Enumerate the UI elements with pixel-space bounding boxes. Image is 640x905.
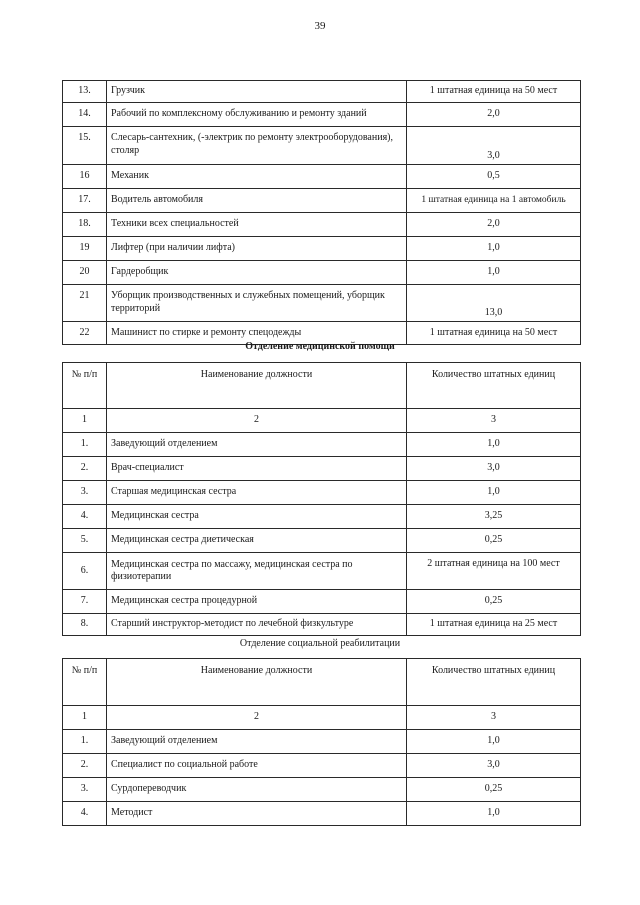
row-number: 6. bbox=[63, 553, 107, 590]
row-number: 3. bbox=[63, 778, 107, 802]
position-name: Слесарь-сантехник, (-электрик по ремонту электрооборудования), столяр bbox=[107, 127, 407, 165]
row-number: 3. bbox=[63, 481, 107, 505]
table-row bbox=[63, 529, 581, 553]
position-name: Старшая медицинская сестра bbox=[107, 481, 407, 505]
row-number: 1. bbox=[63, 433, 107, 457]
row-number: 18. bbox=[63, 213, 107, 237]
row-number: 16 bbox=[63, 165, 107, 189]
table-header-row bbox=[63, 363, 581, 409]
position-name: Машинист по стирке и ремонту спецодежды bbox=[107, 322, 407, 345]
row-number: 20 bbox=[63, 261, 107, 285]
medical-staff-table bbox=[62, 362, 581, 636]
table-row bbox=[63, 481, 581, 505]
table-row bbox=[63, 433, 581, 457]
staff-count: 0,25 bbox=[407, 590, 581, 614]
table-row bbox=[63, 778, 581, 802]
staff-count: 1,0 bbox=[407, 730, 581, 754]
row-number: 22 bbox=[63, 322, 107, 345]
table-row bbox=[63, 457, 581, 481]
index-2: 2 bbox=[107, 409, 407, 433]
staff-count: 13,0 bbox=[407, 285, 581, 322]
table-row bbox=[63, 285, 581, 322]
position-name: Водитель автомобиля bbox=[107, 189, 407, 213]
index-2: 2 bbox=[107, 706, 407, 730]
table-row bbox=[63, 189, 581, 213]
index-1: 1 bbox=[63, 409, 107, 433]
staff-count: 1 штатная единица на 1 автомобиль bbox=[407, 189, 581, 213]
row-number: 5. bbox=[63, 529, 107, 553]
header-number: № п/п bbox=[63, 659, 107, 706]
section-title-medical: Отделение медицинской помощи bbox=[245, 341, 395, 352]
staff-table-continued bbox=[62, 80, 581, 345]
table-row bbox=[63, 802, 581, 826]
header-number: № п/п bbox=[63, 363, 107, 409]
page-number: 39 bbox=[314, 20, 326, 32]
table-header-row bbox=[63, 659, 581, 706]
position-name: Механик bbox=[107, 165, 407, 189]
staff-count: 2,0 bbox=[407, 213, 581, 237]
table-row bbox=[63, 237, 581, 261]
table-row bbox=[63, 553, 581, 590]
table-row bbox=[63, 590, 581, 614]
row-number: 4. bbox=[63, 802, 107, 826]
staff-count: 0,5 bbox=[407, 165, 581, 189]
staff-count: 2 штатная единица на 100 мест bbox=[407, 553, 581, 590]
table-row bbox=[63, 261, 581, 285]
position-name: Медицинская сестра bbox=[107, 505, 407, 529]
table-row bbox=[63, 213, 581, 237]
position-name: Техники всех специальностей bbox=[107, 213, 407, 237]
table-row bbox=[63, 81, 581, 103]
header-position: Наименование должности bbox=[107, 363, 407, 409]
table-row bbox=[63, 614, 581, 636]
social-rehab-staff-table bbox=[62, 658, 581, 826]
position-name: Заведующий отделением bbox=[107, 433, 407, 457]
position-name: Сурдопереводчик bbox=[107, 778, 407, 802]
column-index-row bbox=[63, 706, 581, 730]
index-1: 1 bbox=[63, 706, 107, 730]
staff-count: 1,0 bbox=[407, 481, 581, 505]
staff-count: 3,0 bbox=[407, 127, 581, 165]
header-position: Наименование должности bbox=[107, 659, 407, 706]
staff-count: 3,0 bbox=[407, 457, 581, 481]
staff-count: 0,25 bbox=[407, 778, 581, 802]
table-row bbox=[63, 730, 581, 754]
row-number: 19 bbox=[63, 237, 107, 261]
position-name: Методист bbox=[107, 802, 407, 826]
index-3: 3 bbox=[407, 706, 581, 730]
position-name: Лифтер (при наличии лифта) bbox=[107, 237, 407, 261]
staff-count: 1,0 bbox=[407, 433, 581, 457]
header-count: Количество штатных единиц bbox=[407, 659, 581, 706]
table-row bbox=[63, 505, 581, 529]
position-name: Уборщик производственных и служебных помещений, уборщик территорий bbox=[107, 285, 407, 322]
staff-count: 1,0 bbox=[407, 802, 581, 826]
row-number: 13. bbox=[63, 81, 107, 103]
position-name: Старший инструктор-методист по лечебной физкультуре bbox=[107, 614, 407, 636]
column-index-row bbox=[63, 409, 581, 433]
staff-count: 1 штатная единица на 25 мест bbox=[407, 614, 581, 636]
section-title-social-rehab: Отделение социальной реабилитации bbox=[239, 638, 401, 649]
table-row bbox=[63, 127, 581, 165]
row-number: 1. bbox=[63, 730, 107, 754]
row-number: 2. bbox=[63, 457, 107, 481]
row-number: 15. bbox=[63, 127, 107, 165]
row-number: 21 bbox=[63, 285, 107, 322]
row-number: 14. bbox=[63, 103, 107, 127]
staff-count: 1,0 bbox=[407, 237, 581, 261]
position-name: Грузчик bbox=[107, 81, 407, 103]
row-number: 2. bbox=[63, 754, 107, 778]
position-name: Гардеробщик bbox=[107, 261, 407, 285]
index-3: 3 bbox=[407, 409, 581, 433]
position-name: Специалист по социальной работе bbox=[107, 754, 407, 778]
staff-count: 1,0 bbox=[407, 261, 581, 285]
header-count: Количество штатных единиц bbox=[407, 363, 581, 409]
position-name: Медицинская сестра по массажу, медицинская сестра по физиотерапии bbox=[107, 553, 407, 590]
staff-count: 1 штатная единица на 50 мест bbox=[407, 322, 581, 345]
row-number: 17. bbox=[63, 189, 107, 213]
staff-count: 2,0 bbox=[407, 103, 581, 127]
staff-count: 0,25 bbox=[407, 529, 581, 553]
row-number: 4. bbox=[63, 505, 107, 529]
staff-count: 3,0 bbox=[407, 754, 581, 778]
position-name: Медицинская сестра диетическая bbox=[107, 529, 407, 553]
position-name: Рабочий по комплексному обслуживанию и ремонту зданий bbox=[107, 103, 407, 127]
table-row bbox=[63, 165, 581, 189]
table-row bbox=[63, 103, 581, 127]
row-number: 8. bbox=[63, 614, 107, 636]
position-name: Заведующий отделением bbox=[107, 730, 407, 754]
position-name: Медицинская сестра процедурной bbox=[107, 590, 407, 614]
table-row bbox=[63, 754, 581, 778]
staff-count: 1 штатная единица на 50 мест bbox=[407, 81, 581, 103]
position-name: Врач-специалист bbox=[107, 457, 407, 481]
staff-count: 3,25 bbox=[407, 505, 581, 529]
row-number: 7. bbox=[63, 590, 107, 614]
